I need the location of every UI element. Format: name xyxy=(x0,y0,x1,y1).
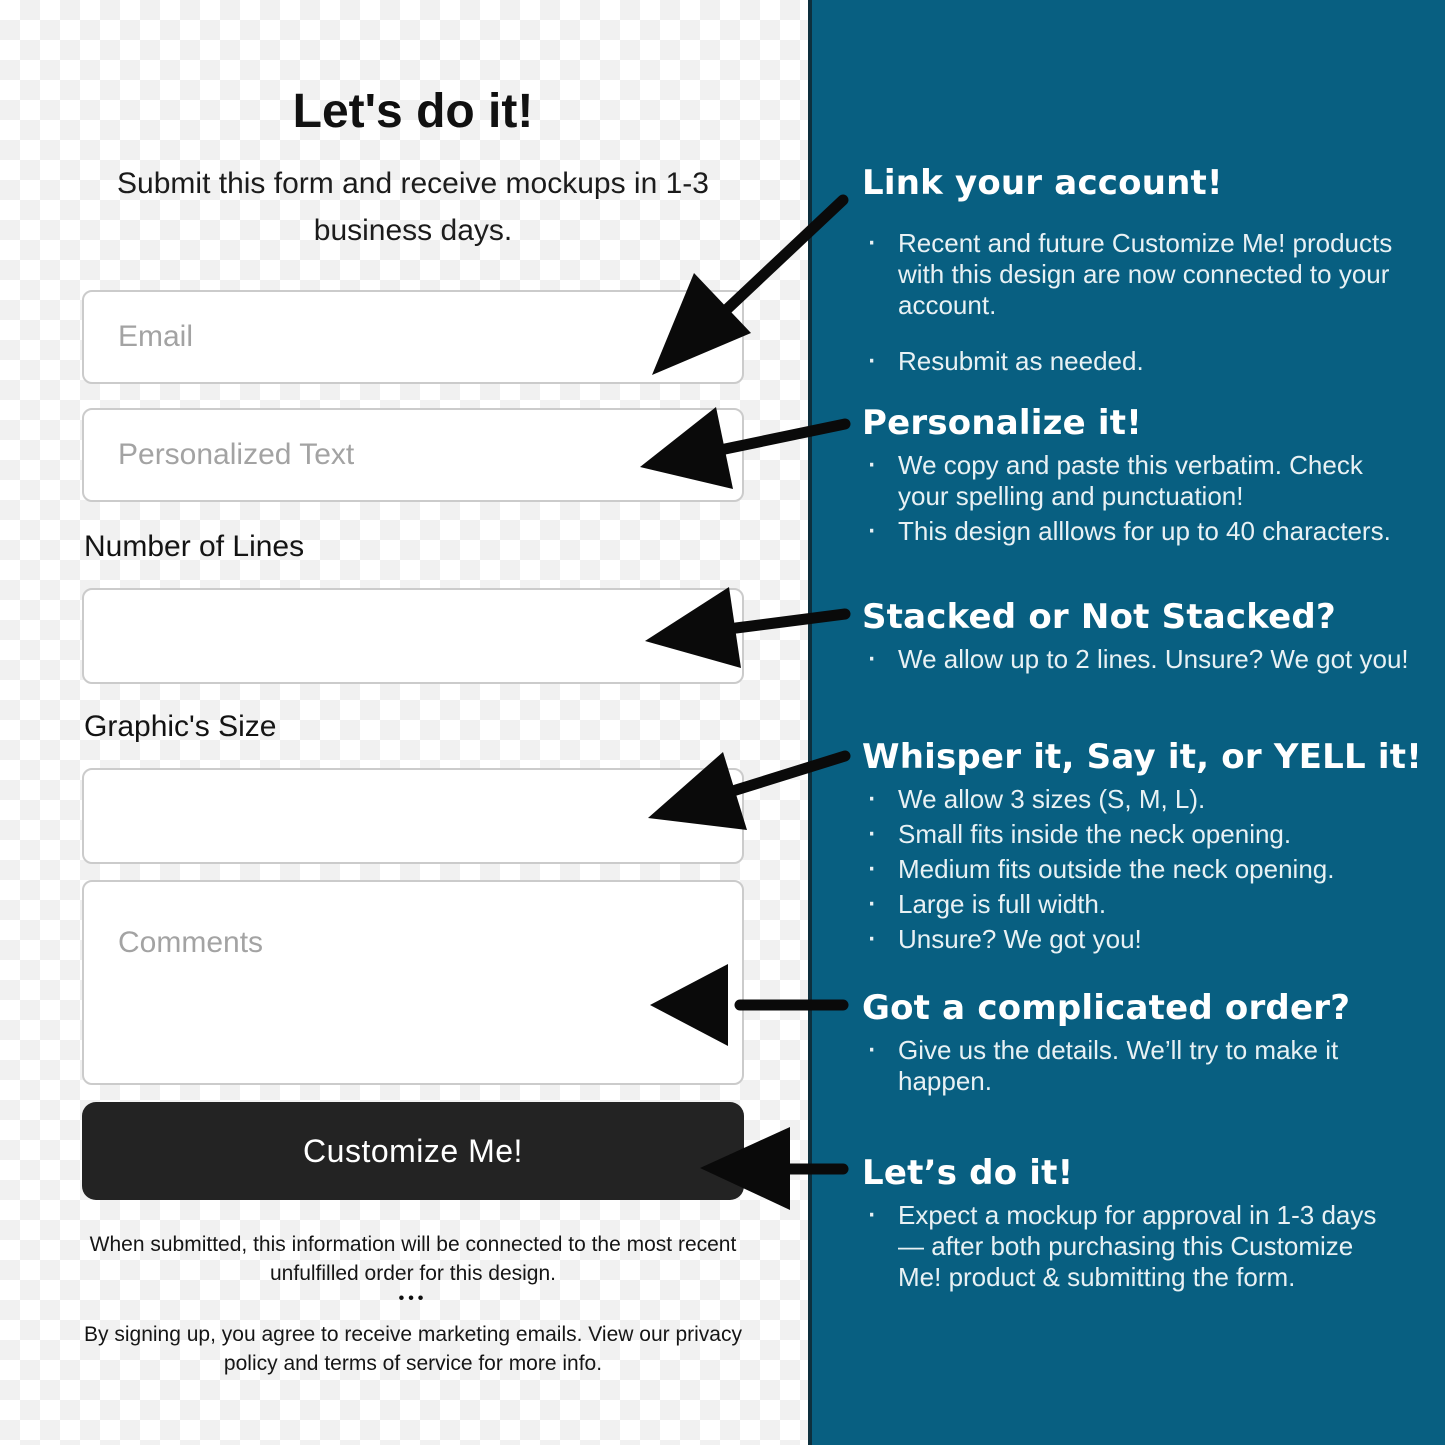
annotation-bullet-list xyxy=(862,450,1402,547)
annotation-bullet: · We allow up to 2 lines. Unsure? We got you! xyxy=(862,644,1402,675)
form-title: Let's do it! xyxy=(292,85,534,138)
annotation-bullet-list xyxy=(862,644,1409,675)
annotation-bullet: · Small fits inside the neck opening. xyxy=(862,819,1402,850)
graphics-size-input[interactable] xyxy=(82,768,744,864)
annotation-heading: Got a complicated order? xyxy=(862,988,1351,1028)
annotation-bullet: · Expect a mockup for approval in 1-3 days — after both purchasing this Customize Me! product & submitting the form. xyxy=(862,1200,1402,1293)
annotation-bullet: · Medium fits outside the neck opening. xyxy=(862,854,1402,885)
annotation-section-sizes xyxy=(862,736,1422,959)
annotation-section-lets-do-it xyxy=(862,1152,1422,1297)
graphics-size-label: Graphic's Size xyxy=(84,710,277,743)
annotation-bullet-list xyxy=(862,228,1402,377)
form-subtitle: Submit this form and receive mockups in 1-3 business days. xyxy=(117,167,709,247)
marketing-footnote: By signing up, you agree to receive marketing emails. View our privacy policy and terms of service for more info. xyxy=(84,1323,742,1375)
annotation-heading: Personalize it! xyxy=(862,403,1142,443)
annotation-heading: Let’s do it! xyxy=(862,1153,1074,1193)
annotation-heading: Whisper it, Say it, or YELL it! xyxy=(862,737,1422,777)
instruction-panel xyxy=(808,0,1445,1445)
annotation-bullet: · Large is full width. xyxy=(862,889,1402,920)
annotation-bullet: · This design alllows for up to 40 characters. xyxy=(862,516,1402,547)
annotation-bullet-list xyxy=(862,1200,1402,1293)
personalized-text-input[interactable] xyxy=(82,408,744,502)
annotation-bullet-list xyxy=(862,1035,1402,1097)
annotation-bullet-list xyxy=(862,784,1402,955)
annotation-bullet: · We copy and paste this verbatim. Check your spelling and punctuation! xyxy=(862,450,1402,512)
annotation-heading: Stacked or Not Stacked? xyxy=(862,597,1336,637)
email-input[interactable] xyxy=(82,290,744,384)
annotation-section-link-account xyxy=(862,162,1422,402)
submit-footnote: When submitted, this information will be connected to the most recent unfulfilled order for this design. xyxy=(89,1233,737,1285)
annotation-bullet: · We allow 3 sizes (S, M, L). xyxy=(862,784,1402,815)
comments-textarea[interactable] xyxy=(82,880,744,1085)
annotation-bullet: · Resubmit as needed. xyxy=(862,346,1402,377)
divider-dots-icon: ••• xyxy=(398,1290,428,1307)
annotation-section-stacked xyxy=(862,596,1422,679)
number-of-lines-label: Number of Lines xyxy=(84,530,305,563)
annotation-heading: Link your account! xyxy=(862,163,1223,203)
annotation-bullet: · Recent and future Customize Me! products with this design are now connected to your account. xyxy=(862,228,1402,321)
number-of-lines-input[interactable] xyxy=(82,588,744,684)
annotation-section-complicated-order xyxy=(862,987,1422,1101)
customize-me-button[interactable]: Customize Me! xyxy=(82,1102,744,1200)
annotation-section-personalize xyxy=(862,402,1422,551)
annotation-bullet: · Give us the details. We’ll try to make it happen. xyxy=(862,1035,1402,1097)
annotation-bullet: · Unsure? We got you! xyxy=(862,924,1402,955)
